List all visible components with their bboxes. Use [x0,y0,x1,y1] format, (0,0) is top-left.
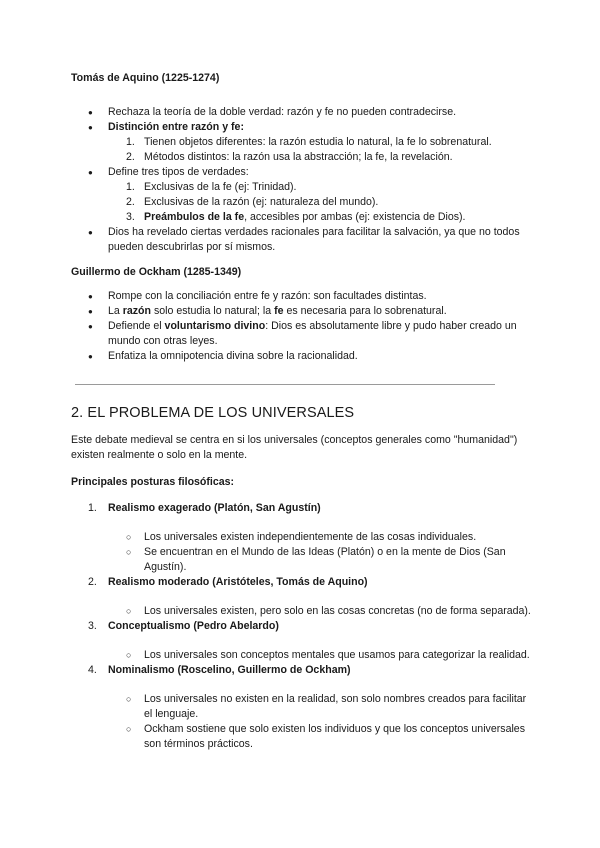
posture-item [71,575,531,619]
detail-text: Los universales no existen en la realidad, son solo nombres creados para facilitar el lenguaje. [144,693,527,720]
list-item [71,289,531,304]
section-intro: Este debate medieval se centra en si los universales (conceptos generales como "humanidad") existen realmente o solo en la mente. [71,434,518,461]
text: solo estudia lo natural; la [151,305,275,317]
section-subtitle: Principales posturas filosóficas: [71,476,235,488]
list-item: 1. Tienen objetos diferentes: la razón estudia lo natural, la fe lo sobrenatural. [126,136,492,148]
list-item [71,604,531,619]
sub-item-text: Métodos distintos: la razón usa la abstracción; la fe, la revelación. [144,151,453,163]
detail-text: Los universales existen, pero solo en las cosas concretas (no de forma separada). [144,605,531,617]
posture-number: 3. [88,620,97,632]
text-bold: razón [122,305,151,317]
document-page [71,66,531,752]
list-item: 1. Exclusivas de la fe (ej: Trinidad). [126,181,297,193]
posture-title: Realismo moderado (Aristóteles, Tomás de Aquino) [108,576,368,588]
posture-number: 2. [88,576,97,588]
detail-text: Los universales son conceptos mentales que usamos para categorizar la realidad. [144,649,530,661]
posture-details [108,648,531,663]
list-item [71,120,531,165]
detail-text: Los universales existen independientemente de las cosas individuales. [144,531,477,543]
tomas-b3: Define tres tipos de verdades: [108,166,249,178]
text: : Dios es absolutamente libre y pudo haber creado un mundo con otras leyes. [108,320,517,347]
tomas-b1: Rechaza la teoría de la doble verdad: razón y fe no pueden contradecirse. [108,106,457,118]
posture-details [108,604,531,619]
list-item [71,545,531,575]
list-item [71,648,531,663]
tomas-b2-colon: : [240,121,244,133]
posture-title: Conceptualismo (Pedro Abelardo) [108,620,279,632]
list-item [71,319,531,349]
ockham-list [71,289,531,364]
tomas-list [71,105,531,255]
sub-item-bold: Preámbulos de la fe [144,211,245,223]
text-bold: fe [274,305,284,317]
tomas-heading: Tomás de Aquino (1225-1274) [71,72,220,84]
tomas-b4: Dios ha revelado ciertas verdades racionales para facilitar la salvación, ya que no todos pueden descubrirlas por sí mismos. [108,226,520,253]
list-item: 2. Métodos distintos: la razón usa la abstracción; la fe, la revelación. [126,151,453,163]
ockham-b1: Rompe con la conciliación entre fe y razón: son facultades distintas. [108,290,427,302]
posture-title: Realismo exagerado (Platón, San Agustín) [108,502,321,514]
posture-details [108,692,531,752]
detail-text: Se encuentran en el Mundo de las Ideas (Platón) o en la mente de Dios (San Agustín). [144,546,506,573]
horizontal-divider [75,384,495,385]
tomas-b3-sublist [71,180,531,225]
tomas-b2-sublist [71,135,531,165]
list-item [71,722,531,752]
detail-text: Ockham sostiene que solo existen los individuos y que los conceptos universales son términos prácticos. [144,723,525,750]
text-bold: voluntarismo divino [164,320,266,332]
text: Defiende el [108,320,165,332]
posture-item [71,663,531,752]
sub-item-text: Tienen objetos diferentes: la razón estudia lo natural, la fe lo sobrenatural. [144,136,492,148]
postures-list [71,501,531,752]
list-item [71,105,531,120]
text: es necesaria para lo sobrenatural. [283,305,447,317]
list-item [71,225,531,255]
sub-item-text: , accesibles por ambas (ej: existencia de Dios). [244,211,466,223]
list-item: 3. Preámbulos de la fe, accesibles por ambas (ej: existencia de Dios). [126,211,466,223]
list-item [71,165,531,225]
ockham-b4: Enfatiza la omnipotencia divina sobre la racionalidad. [108,350,358,362]
section-title: 2. EL PROBLEMA DE LOS UNIVERSALES [71,405,355,421]
sub-item-text: Exclusivas de la razón (ej: naturaleza del mundo). [144,196,379,208]
ockham-heading: Guillermo de Ockham (1285-1349) [71,266,242,278]
list-item [71,530,531,545]
list-item: 2. Exclusivas de la razón (ej: naturaleza del mundo). [126,196,379,208]
posture-details [108,530,531,575]
posture-title: Nominalismo (Roscelino, Guillermo de Ockham) [108,664,351,676]
tomas-b2-bold: Distinción entre razón y fe [108,121,241,133]
list-item [71,304,531,319]
posture-number: 4. [88,664,97,676]
sub-item-text: Exclusivas de la fe (ej: Trinidad). [144,181,297,193]
posture-number: 1. [88,502,97,514]
posture-item [71,501,531,575]
posture-item [71,619,531,663]
list-item [71,692,531,722]
text: La [108,305,123,317]
list-item [71,349,531,364]
